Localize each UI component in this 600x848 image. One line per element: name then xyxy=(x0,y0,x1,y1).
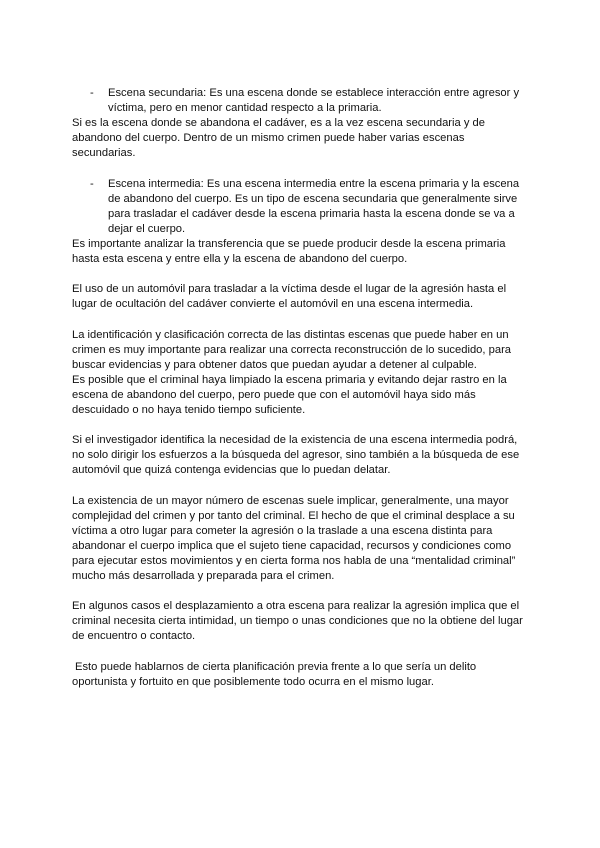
paragraph: En algunos casos el desplazamiento a otra escena para realizar la agresión implica que el criminal necesita cierta intimidad, un tiempo o unas condiciones que no la obtiene del lugar de encuentro o contacto. xyxy=(72,600,523,643)
bullet-marker: - xyxy=(90,87,94,99)
bullet-text: Escena secundaria: Es una escena donde se establece interacción entre agresor y víctima, pero en menor cantidad respecto a la primaria. xyxy=(108,87,520,115)
paragraph: Esto puede hablarnos de cierta planificación previa frente a lo que sería un delito oportunista y fortuito en que posiblemente todo ocurra en el mismo lugar. xyxy=(72,660,477,688)
paragraph: Es importante analizar la transferencia que se puede producir desde la escena primaria hasta esta escena y entre ella y la escena de abandono del cuerpo. xyxy=(72,237,506,266)
bullet-escena-secundaria xyxy=(72,86,530,116)
bullet-marker: - xyxy=(90,177,94,190)
paragraph: Si el investigador identifica la necesidad de la existencia de una escena intermedia podrá, no solo dirigir los esfuerzos a la búsqueda del agresor, sino también a la búsqueda de ese automóvil que quizá contenga evidencias que lo puedan delatar. xyxy=(72,434,520,477)
paragraph: La identificación y clasificación correcta de las distintas escenas que puede haber en un crimen es muy importante para realizar una correcta reconstrucción de lo sucedido, para buscar evidencias y para obtener datos que puedan ayudar a detener al culpable. xyxy=(72,328,512,371)
bullet-text: Escena intermedia: Es una escena intermedia entre la escena primaria y la escena de abandono del cuerpo. Es un tipo de escena secundaria que generalmente sirve para trasladar el cadáver desde la escena primaria hasta la escena donde se va a dejar el cuerpo. xyxy=(108,177,520,235)
paragraph: Es posible que el criminal haya limpiado la escena primaria y evitando dejar rastro en la escena de abandono del cuerpo, pero puede que con el automóvil haya sido más descuidado o no haya tenido tiempo suficiente. xyxy=(72,373,507,416)
document-body xyxy=(72,86,530,690)
paragraph: La existencia de un mayor número de escenas suele implicar, generalmente, una mayor complejidad del crimen y por tanto del criminal. El hecho de que el criminal desplace a su víctima a otro lugar para cometer la agresión o la traslade a una escena distinta para abandonar el cuerpo implica que el sujeto tiene capacidad, recursos y condiciones como para ejecutar estos movimientos y en cierta forma nos habla de una “mentalidad criminal” mucho más desarrollada y preparada para el crimen. xyxy=(72,494,516,582)
paragraph: Si es la escena donde se abandona el cadáver, es a la vez escena secundaria y de abandono del cuerpo. Dentro de un mismo crimen puede haber varias escenas secundarias. xyxy=(72,117,485,160)
paragraph: El uso de un automóvil para trasladar a la víctima desde el lugar de la agresión hasta el lugar de ocultación del cadáver convierte el automóvil en una escena intermedia. xyxy=(72,283,507,311)
bullet-escena-intermedia xyxy=(72,177,530,237)
